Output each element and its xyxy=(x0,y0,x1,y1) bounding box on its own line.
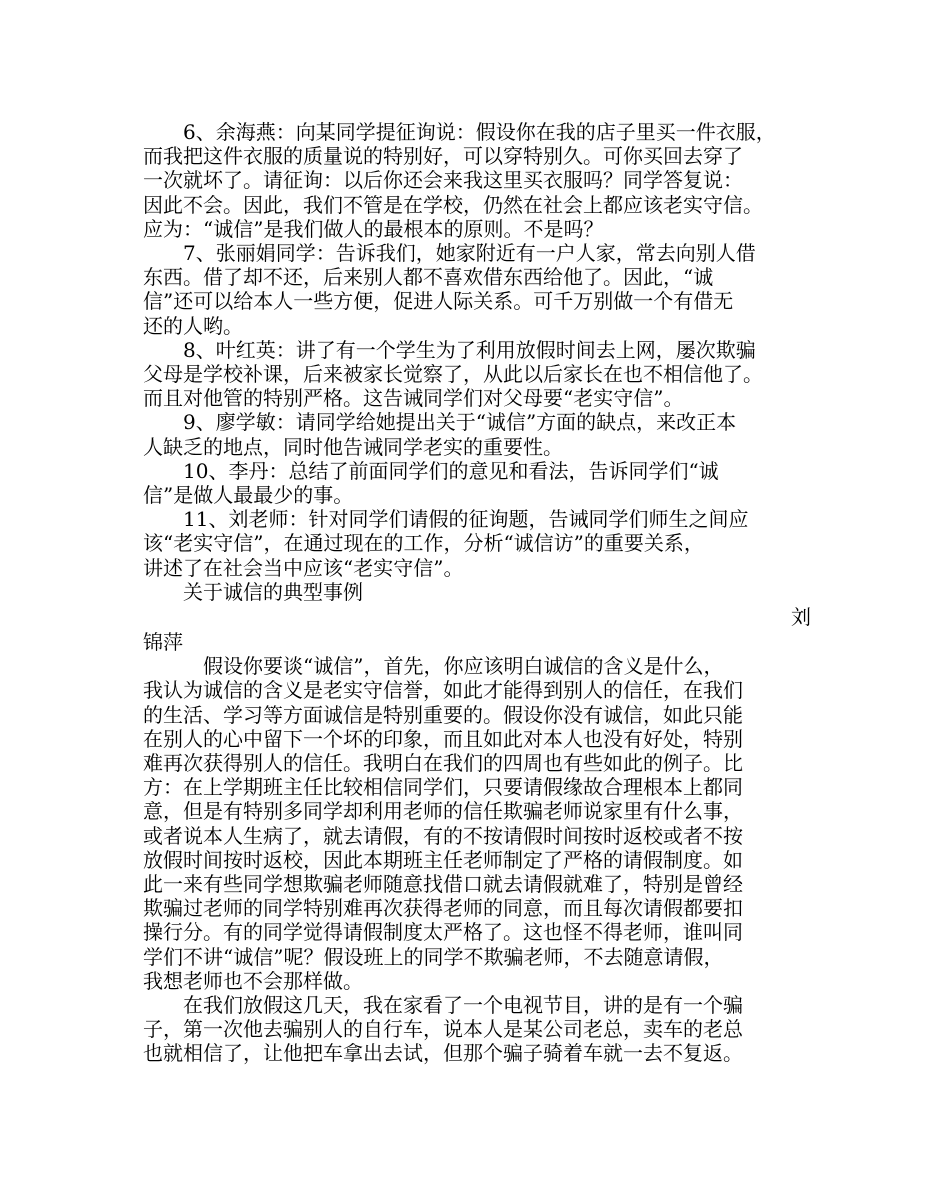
text-line: 9、廖学敏：请同学给她提出关于“诚信”方面的缺点，来改正本 xyxy=(143,410,737,435)
text-line: 假设你要谈“诚信”，首先，你应该明白诚信的含义是什么， xyxy=(143,654,724,679)
text-line: 该“老实守信”，在通过现在的工作，分析“诚信访”的重要关系， xyxy=(143,531,704,556)
text-line: 欺骗过老师的同学特别难再次获得老师的同意，而且每次请假都要扣 xyxy=(143,896,743,921)
text-line: 讲述了在社会当中应该“老实守信”。 xyxy=(143,555,464,580)
text-line: 我想老师也不会那样做。 xyxy=(143,968,363,993)
text-line: 意，但是有特别多同学却利用老师的信任欺骗老师说家里有什么事， xyxy=(143,799,743,824)
document-body-bottom xyxy=(143,630,813,1066)
text-line: 信”是做人最最少的事。 xyxy=(143,483,354,508)
text-line: 也就相信了，让他把车拿出去试，但那个骗子骑着车就一去不复返。 xyxy=(143,1041,743,1066)
document-body-top xyxy=(143,120,813,604)
author-surname: 刘 xyxy=(791,605,811,629)
text-line: 的生活、学习等方面诚信是特别重要的。假设你没有诚信，如此只能 xyxy=(143,702,743,727)
text-line: 在别人的心中留下一个坏的印象，而且如此对本人也没有好处，特别 xyxy=(143,726,743,751)
text-line: 难再次获得别人的信任。我明白在我们的四周也有些如此的例子。比 xyxy=(143,751,743,776)
text-line: 人缺乏的地点，同时他告诫同学老实的重要性。 xyxy=(143,434,563,459)
section-heading: 关于诚信的典型事例 xyxy=(143,579,363,604)
text-line: 还的人哟。 xyxy=(143,313,243,338)
text-line: 7、张丽娟同学：告诉我们，她家附近有一户人家，常去向别人借 xyxy=(143,241,756,266)
text-line: 而我把这件衣服的质量说的特别好，可以穿特别久。可你买回去穿了 xyxy=(143,144,743,169)
text-line: 父母是学校补课，后来被家长觉察了，从此以后家长在也不相信他了。 xyxy=(143,362,763,387)
text-line: 学们不讲“诚信”呢？假设班上的同学不欺骗老师，不去随意请假， xyxy=(143,944,724,969)
text-line: 我认为诚信的含义是老实守信誉，如此才能得到别人的信任，在我们 xyxy=(143,678,743,703)
text-line: 此一来有些同学想欺骗老师随意找借口就去请假就难了，特别是曾经 xyxy=(143,872,743,897)
text-line: 6、余海燕：向某同学提征询说：假设你在我的店子里买一件衣服， xyxy=(143,120,776,144)
author-given-name: 锦萍 xyxy=(143,630,183,654)
text-line: 8、叶红英：讲了有一个学生为了利用放假时间去上网，屡次欺骗 xyxy=(143,337,756,362)
text-line: 11、刘老师：针对同学们请假的征询题，告诫同学们师生之间应 xyxy=(143,507,749,532)
text-line: 东西。借了却不还，后来别人都不喜欢借东西给他了。因此，“诚 xyxy=(143,265,714,290)
text-line: 子，第一次他去骗别人的自行车，说本人是某公司老总，卖车的老总 xyxy=(143,1017,743,1042)
text-line: 一次就坏了。请征询：以后你还会来我这里买衣服吗？同学答复说： xyxy=(143,168,743,193)
text-line: 放假时间按时返校，因此本期班主任老师制定了严格的请假制度。如 xyxy=(143,847,743,872)
text-line: 或者说本人生病了，就去请假，有的不按请假时间按时返校或者不按 xyxy=(143,823,743,848)
text-line: 信”还可以给本人一些方便，促进人际关系。可千万别做一个有借无 xyxy=(143,289,734,314)
text-line: 10、李丹：总结了前面同学们的意见和看法，告诉同学们“诚 xyxy=(143,458,719,483)
text-line: 因此不会。因此，我们不管是在学校，仍然在社会上都应该老实守信。 xyxy=(143,192,763,217)
text-line: 操行分。有的同学觉得请假制度太严格了。这也怪不得老师，谁叫同 xyxy=(143,920,743,945)
text-line: 在我们放假这几天，我在家看了一个电视节目，讲的是有一个骗 xyxy=(143,993,743,1018)
text-line: 而且对他管的特别严格。这告诫同学们对父母要“老实守信”。 xyxy=(143,386,684,411)
text-line: 应为：“诚信”是我们做人的最根本的原则。不是吗？ xyxy=(143,216,604,241)
text-line: 方：在上学期班主任比较相信同学们，只要请假缘故合理根本上都同 xyxy=(143,775,743,800)
